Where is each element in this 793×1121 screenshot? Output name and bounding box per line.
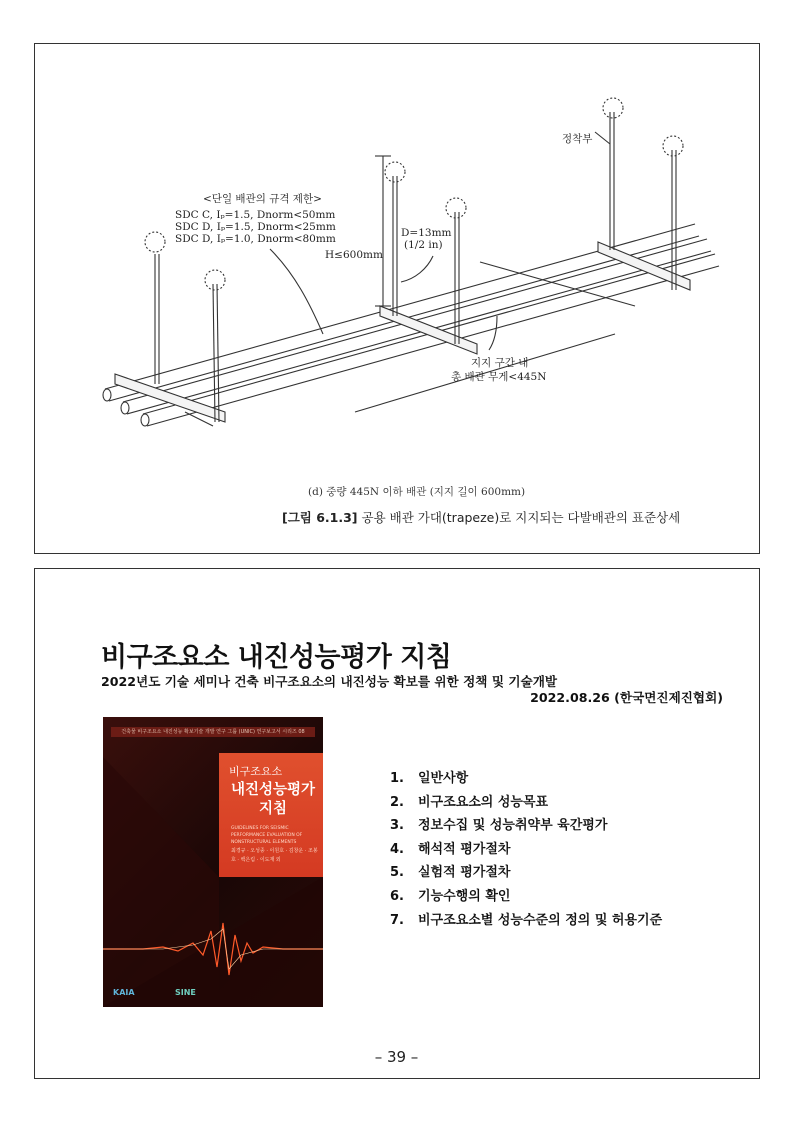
slide-subtitle: 2022년도 기술 세미나 건축 비구조요소의 내진성능 확보를 위한 정책 및 기술개발 [101,674,558,689]
toc-item-number: 4. [390,841,404,857]
weight-label-2: 총 배관 무게<445N [451,371,547,383]
toc-item-text: 비구조요소의 성능목표 [418,794,549,810]
slide-panel [34,568,760,1079]
restriction-line-2: SDC D, Iₚ=1.5, Dnorm<25mm [175,221,336,233]
page-number: – 39 – [374,1048,419,1066]
figure-sub-caption: (d) 중량 445N 이하 배관 (지지 길이 600mm) [308,486,526,498]
anchor-circle [603,98,623,118]
pipe-trapeze-diagram [35,44,761,555]
rod-diameter-label: D=13mm [401,227,452,239]
toc-item-text: 비구조요소별 성능수준의 정의 및 허용기준 [418,912,663,928]
book-big-title [225,781,321,819]
toc-item-number: 2. [390,794,404,810]
toc-item-text: 일반사항 [418,771,469,786]
figure-caption-number: [그림 6.1.3] [282,510,358,525]
toc-item [390,767,662,791]
toc-item [390,814,662,838]
toc-item-number: 3. [390,818,404,834]
toc-item-number: 5. [390,865,404,881]
book-series-band: 건축물 비구조요소 내진성능 확보기술 개발 연구 그룹 (UNIC) 연구보고서 시리즈 08 [111,727,315,737]
book-big-title-line-2: 지침 [258,801,287,817]
toc-item-text: 해석적 평가절차 [418,841,511,857]
anchor-label: 정착부 [562,133,593,145]
restriction-line-1: SDC C, Iₚ=1.5, Dnorm<50mm [175,209,336,221]
anchor-circle [663,136,683,156]
book-logo-sine: SINE [175,988,196,997]
restriction-line-3: SDC D, Iₚ=1.0, Dnorm<80mm [175,233,336,245]
book-english-title: GUIDELINES FOR SEISMIC PERFORMANCE EVALUATION OF NONSTRUCTURAL ELEMENTS [231,826,303,845]
restriction-title: <단일 배관의 규격 제한> [203,193,322,205]
toc-item [390,861,662,885]
toc-item [390,791,662,815]
toc-item [390,885,662,909]
toc-item-number: 1. [390,771,404,786]
rod-diameter-inch-label: (1/2 in) [404,239,443,251]
book-cover [103,717,323,1007]
table-of-contents [390,767,662,932]
slide-date: 2022.08.26 (한국면진제진협회) [530,690,723,705]
anchor-circle [446,198,466,218]
book-authors: 최경규 · 오성종 · 이원호 · 김창운 · 조봉호 · 백은림 · 이도재 외 [231,848,318,863]
toc-item-text: 기능수행의 확인 [418,888,511,904]
figure-caption [282,508,680,526]
figure-caption-text: 공용 배관 가대(trapeze)로 지지되는 다발배관의 표준상세 [357,510,681,525]
toc-item [390,909,662,933]
weight-label-1: 지지 구간 내 [471,357,529,369]
toc-item-number: 6. [390,888,404,904]
anchor-circle [205,270,225,290]
toc-item-text: 정보수집 및 성능취약부 육간평가 [418,818,608,834]
slide-title: 비구조요소 내진성능평가 지침 [101,642,452,673]
height-label: H≤600mm [325,249,383,261]
book-small-title: 비구조요소 [229,765,283,778]
toc-item [390,838,662,862]
anchor-circle [385,162,405,182]
book-logo-kaia: KAIA [113,988,135,997]
pipe-3 [141,254,719,426]
figure-panel [34,43,760,554]
book-big-title-line-1: 내진성능평가 [230,782,316,798]
toc-item-text: 실험적 평가절차 [418,865,511,881]
anchor-circle [145,232,165,252]
toc-item-number: 7. [390,912,404,928]
